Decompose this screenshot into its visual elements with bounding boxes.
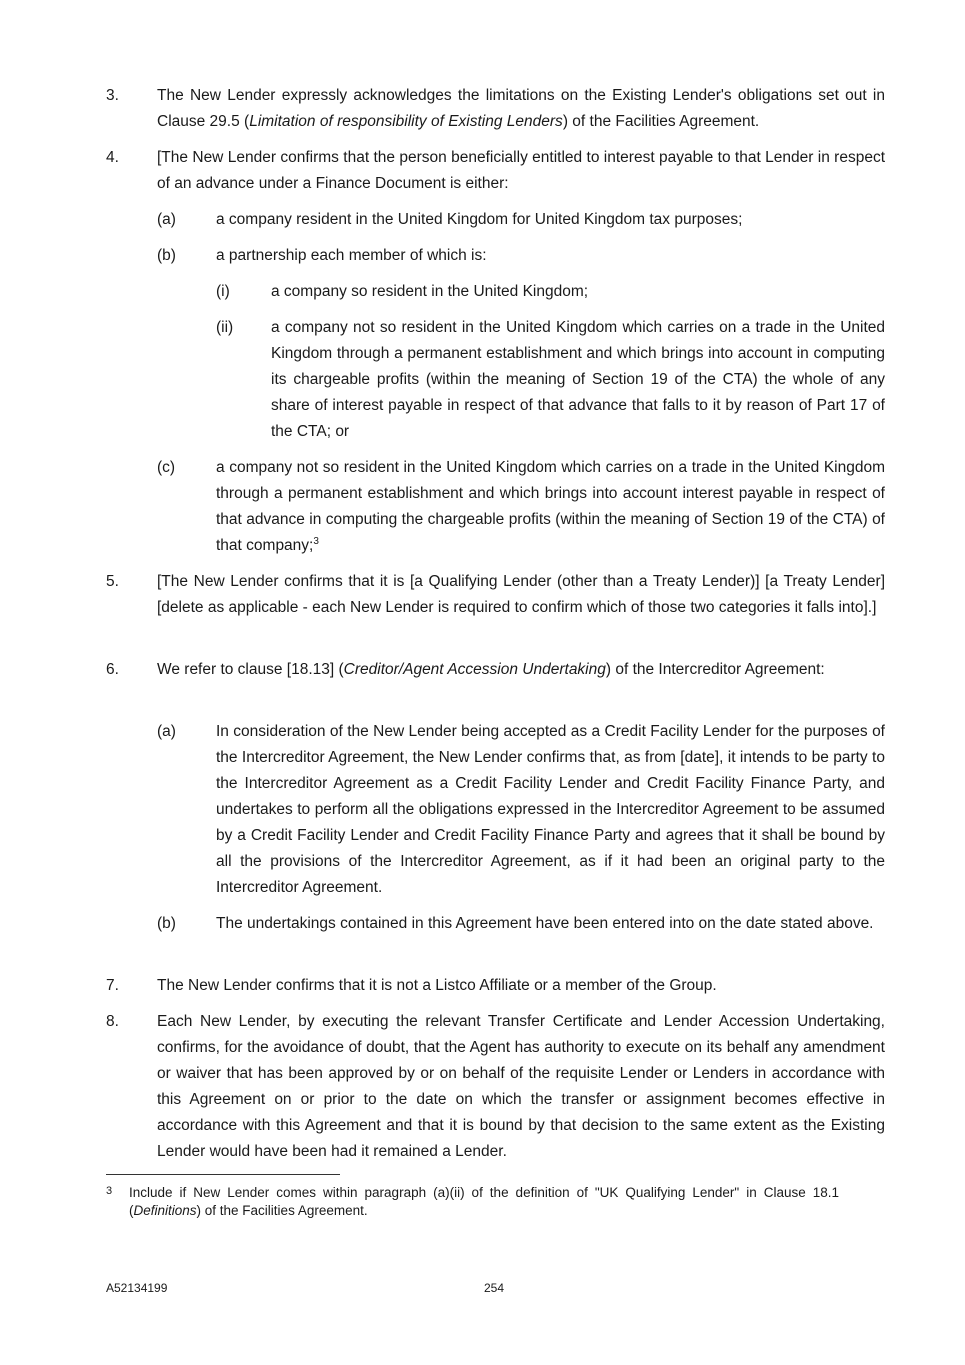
clause-7-text: The New Lender confirms that it is not a Listco Affiliate or a member of the Group.: [157, 977, 717, 994]
clause-4b-text: a partnership each member of which is:: [216, 247, 487, 264]
clause-6a-text: In consideration of the New Lender being accepted as a Credit Facility Lender for the purposes of the Intercreditor Agreement, the New Lender confirms that, as from [date], it intends to be party to the Intercreditor Agreement as a Credit Facility Lender and Credit Facility Finance Party, and undertakes to perform all the obligations expressed in the Intercreditor Agreement to be assumed by a Credit Facility Lender and Credit Facility Finance Party and agrees that it shall be bound by all the provisions of the Intercreditor Agreement, as if it had been an original party to the Intercreditor Agreement.: [216, 723, 885, 896]
clause-4c-label: (c): [157, 459, 176, 476]
clause-4b-ii-text: a company not so resident in the United Kingdom which carries on a trade in the United Kingdom through a permanent establishment and which brings into account in computing its chargeable profits (within the meaning of Section 19 of the CTA) the whole of any share of interest payable in respect of that advance that falls to it by reason of Part 17 of the CTA; or: [271, 319, 885, 440]
footnote-divider: [106, 1174, 340, 1175]
clause-6b-label: (b): [157, 915, 176, 932]
clause-4c-text: [216, 455, 885, 559]
clause-number-5: 5.: [106, 573, 119, 590]
clause-4-text: [The New Lender confirms that the person beneficially entitled to interest payable to that Lender in respect of an advance under a Finance Document is either:: [157, 149, 885, 192]
document-reference: A52134199: [106, 1281, 168, 1295]
page-number: 254: [484, 1281, 505, 1295]
clause-4b-i-label: (i): [216, 283, 230, 300]
footnote-reference: 3: [313, 535, 319, 547]
footnote-text-end: ) of the Facilities Agreement.: [196, 1203, 368, 1218]
clause-number-8: 8.: [106, 1013, 119, 1030]
clause-6-text-start: We refer to clause [18.13] (: [157, 661, 344, 678]
clause-number-6: 6.: [106, 661, 119, 678]
clause-number-7: 7.: [106, 977, 119, 994]
clause-3-text-start: The New Lender expressly acknowledges the limitations on the Existing Lender's obligations set out in Clause 29.5 (: [157, 87, 885, 130]
clause-4c-body: a company not so resident in the United Kingdom which carries on a trade in the United Kingdom through a permanent establishment and which brings into account interest payable in respect of that advance in computing the chargeable profits (within the meaning of Section 19 of the CTA) of that company;: [216, 459, 885, 554]
clause-6-italic-ref: Creditor/Agent Accession Undertaking: [343, 661, 606, 678]
clause-6a-label: (a): [157, 723, 176, 740]
footnote-italic-ref: Definitions: [133, 1203, 197, 1218]
clause-6b-text: The undertakings contained in this Agreement have been entered into on the date stated above.: [216, 915, 874, 932]
clause-3-italic-ref: Limitation of responsibility of Existing Lenders: [249, 113, 563, 130]
clause-4a-label: (a): [157, 211, 176, 228]
footnote-text: [129, 1184, 839, 1220]
clause-number-3: 3.: [106, 87, 119, 104]
clause-4a-text: a company resident in the United Kingdom for United Kingdom tax purposes;: [216, 211, 743, 228]
clause-4b-i-text: a company so resident in the United Kingdom;: [271, 283, 589, 300]
clause-8-text: Each New Lender, by executing the relevant Transfer Certificate and Lender Accession Undertaking, confirms, for the avoidance of doubt, that the Agent has authority to execute on its behalf any amendment or waiver that has been approved by or on behalf of the requisite Lender or Lenders in accordance with this Agreement on or prior to the date on which the transfer or assignment becomes effective in accordance with this Agreement and that it is bound by that decision to the same extent as the Existing Lender would have been had it remained a Lender.: [157, 1013, 885, 1160]
clause-4b-ii-label: (ii): [216, 319, 234, 336]
clause-3-text: [157, 83, 885, 135]
clause-6-text: [157, 657, 885, 683]
clause-number-4: 4.: [106, 149, 119, 166]
clause-6-text-end: ) of the Intercreditor Agreement:: [605, 661, 825, 678]
clause-4b-label: (b): [157, 247, 176, 264]
clause-5-text: [The New Lender confirms that it is [a Qualifying Lender (other than a Treaty Lender)] [a Treaty Lender] [delete as applicable - each New Lender is required to confirm which of those two categories it falls into].]: [157, 573, 885, 616]
footnote-number: 3: [106, 1185, 113, 1197]
clause-3-text-end: ) of the Facilities Agreement.: [562, 113, 760, 130]
footnote-text-start: Include if New Lender comes within paragraph (a)(ii) of the definition of "UK Qualifying Lender" in Clause 18.1 (: [129, 1185, 839, 1218]
